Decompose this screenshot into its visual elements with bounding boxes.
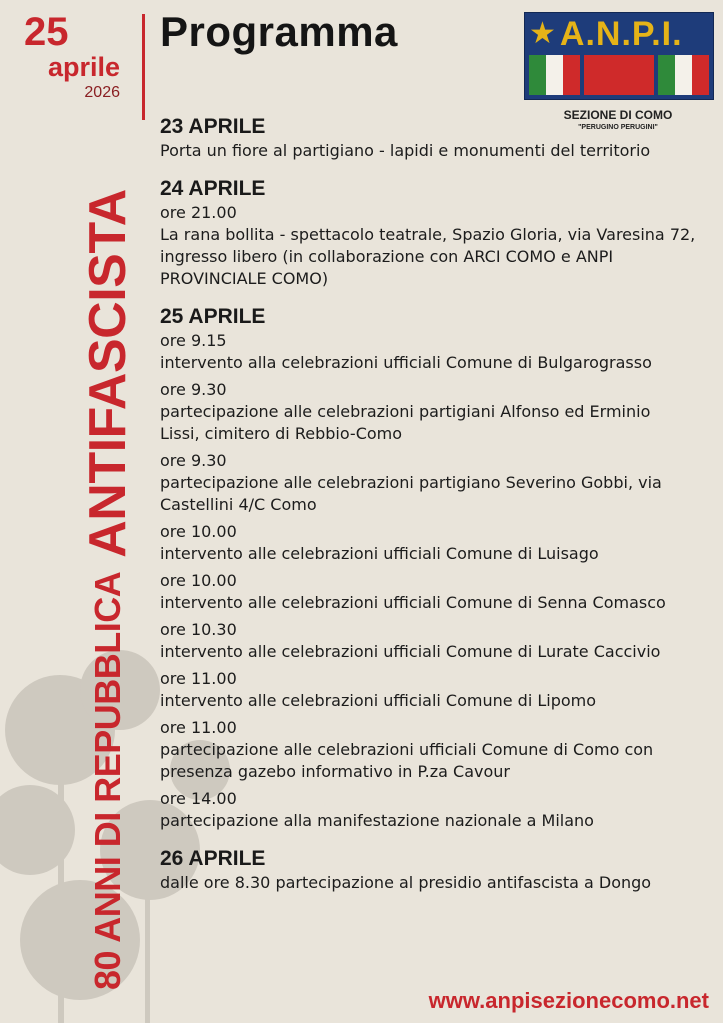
event-description: dalle ore 8.30 partecipazione al presidio antifascista a Dongo (160, 873, 652, 892)
event-item (160, 872, 712, 894)
event-description: presenza gazebo informativo in P.za Cavour (160, 762, 510, 781)
event-description: partecipazione alle celebrazioni ufficiali Comune di Como con (160, 740, 654, 759)
banner-antifascista: ANTIFASCISTA (79, 189, 137, 558)
website-link[interactable]: www.anpisezionecomo.net (428, 988, 709, 1013)
event-time: ore 10.30 (160, 620, 237, 639)
event-description: intervento alle celebrazioni ufficiali Comune di Luisago (160, 544, 599, 563)
day-section (160, 846, 712, 894)
banner-anniversary: 80 ANNI DI REPUBBLICA (87, 571, 128, 990)
event-item (160, 521, 712, 565)
event-time: ore 9.30 (160, 451, 227, 470)
day-heading: 26 APRILE (160, 847, 266, 870)
event-description: Porta un fiore al partigiano - lapidi e monumenti del territorio (160, 141, 651, 160)
day-section (160, 304, 712, 832)
event-description: PROVINCIALE COMO) (160, 269, 329, 288)
event-item (160, 450, 712, 516)
event-time: ore 9.15 (160, 331, 227, 350)
vertical-banner (80, 120, 136, 990)
event-description: ingresso libero (in collaborazione con ARCI COMO e ANPI (160, 247, 614, 266)
section-subtitle: "PERUGINO PERUGINI" (578, 124, 658, 131)
event-item (160, 570, 712, 614)
date-year: 2026 (84, 84, 120, 101)
event-description: Lissi, cimitero di Rebbio-Como (160, 424, 403, 443)
date-day: 25 (24, 10, 69, 54)
event-time: ore 11.00 (160, 669, 237, 688)
event-description: La rana bollita - spettacolo teatrale, Spazio Gloria, via Varesina 72, (160, 225, 696, 244)
event-description: partecipazione alle celebrazioni partigiani Alfonso ed Erminio (160, 402, 651, 421)
program-list (160, 114, 712, 894)
logo-flags (529, 55, 709, 95)
event-description: partecipazione alle celebrazioni partigiano Severino Gobbi, via (160, 473, 662, 492)
event-item (160, 619, 712, 663)
event-description: partecipazione alla manifestazione nazionale a Milano (160, 811, 594, 830)
event-description: Castellini 4/C Como (160, 495, 317, 514)
event-time: ore 11.00 (160, 718, 237, 737)
event-time: ore 10.00 (160, 571, 237, 590)
event-description: intervento alle celebrazioni ufficiali Comune di Senna Comasco (160, 593, 666, 612)
event-description: intervento alla celebrazioni ufficiali Comune di Bulgarograsso (160, 353, 652, 372)
event-item (160, 379, 712, 445)
anpi-logo (524, 12, 714, 100)
event-description: intervento alle celebrazioni ufficiali Comune di Lipomo (160, 691, 597, 710)
day-section (160, 114, 712, 162)
event-time: ore 21.00 (160, 203, 237, 222)
event-item (160, 330, 712, 374)
day-heading: 24 APRILE (160, 177, 266, 200)
day-heading: 23 APRILE (160, 115, 266, 138)
red-divider (142, 14, 145, 120)
date-month: aprile (47, 52, 120, 82)
page-title: Programma (160, 8, 398, 55)
event-item (160, 140, 712, 162)
day-heading: 25 APRILE (160, 305, 266, 328)
event-time: ore 14.00 (160, 789, 237, 808)
event-item (160, 202, 712, 290)
event-item (160, 668, 712, 712)
event-description: intervento alle celebrazioni ufficiali Comune di Lurate Caccivio (160, 642, 661, 661)
event-item (160, 717, 712, 783)
section-name: SEZIONE DI COMO (563, 108, 673, 122)
event-item (160, 788, 712, 832)
event-time: ore 9.30 (160, 380, 227, 399)
star-icon: ★ (529, 16, 556, 51)
day-section (160, 176, 712, 290)
logo-text: A.N.P.I. (559, 15, 683, 53)
event-time: ore 10.00 (160, 522, 237, 541)
